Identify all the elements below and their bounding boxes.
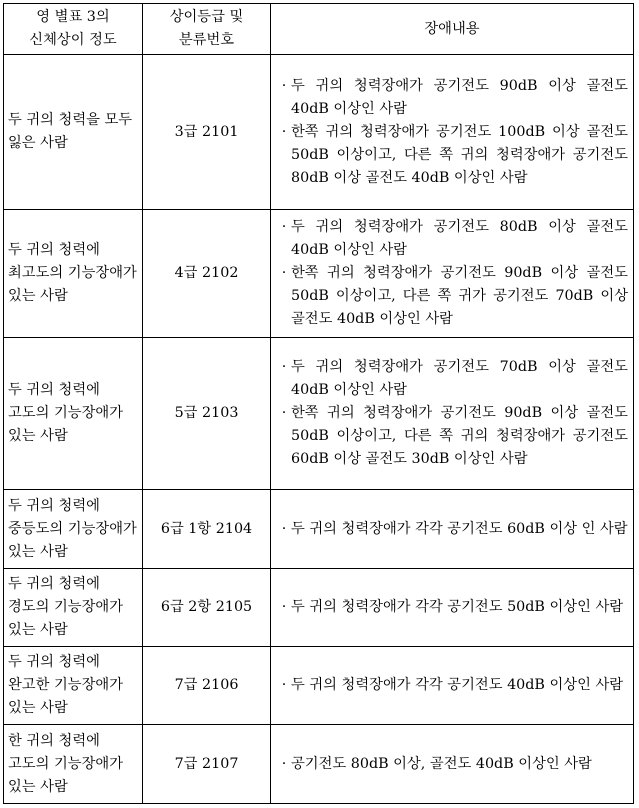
grade-cell: 6급 1항 2104: [143, 490, 271, 569]
grade-cell: 7급 2107: [143, 725, 271, 804]
condition-cell: 두 귀의 청력에 경도의 기능장애가 있는 사람: [4, 569, 143, 647]
description-item: [277, 596, 628, 619]
grade-cell: 3급 2101: [143, 55, 271, 210]
header-condition: 영 별표 3의 신체상이 정도: [4, 4, 143, 55]
grade-cell: 4급 2102: [143, 210, 271, 338]
bullet-icon: ·: [281, 520, 287, 537]
bullet-icon: ·: [281, 265, 287, 281]
description-item: [277, 262, 628, 331]
bullet-icon: ·: [281, 219, 287, 235]
table-header-row: [4, 4, 634, 55]
header-grade: 상이등급 및 분류번호: [143, 4, 271, 55]
description-item: [277, 75, 628, 121]
description-text: 한쪽 귀의 청력장애가 공기전도 90dB 이상 골전도 50dB 이상이고, 다른 쪽 귀가 공기전도 70dB 이상 골전도 40dB 이상인 사람: [291, 265, 628, 327]
condition-cell: 두 귀의 청력을 모두 잃은 사람: [4, 55, 143, 210]
table-row: [4, 647, 634, 725]
description-cell: [271, 647, 634, 725]
bullet-icon: ·: [281, 599, 287, 615]
description-item: [277, 674, 628, 697]
description-item: [277, 356, 628, 402]
bullet-icon: ·: [281, 359, 287, 375]
header-description: 장애내용: [271, 4, 634, 55]
description-cell: [271, 338, 634, 490]
description-text: 두 귀의 청력장애가 공기전도 90dB 이상 골전도 40dB 이상인 사람: [291, 77, 628, 117]
description-cell: [271, 725, 634, 804]
grade-cell: 6급 2항 2105: [143, 569, 271, 647]
bullet-icon: ·: [281, 77, 287, 94]
table-row: [4, 55, 634, 210]
table-body: [4, 55, 634, 804]
bullet-icon: ·: [281, 123, 287, 140]
condition-cell: 한 귀의 청력에 고도의 기능장애가 있는 사람: [4, 725, 143, 804]
grade-cell: 7급 2106: [143, 647, 271, 725]
description-item: [277, 402, 628, 471]
bullet-icon: ·: [281, 405, 287, 421]
description-text: 두 귀의 청력장애가 각각 공기전도 60dB 이상 인 사람: [291, 520, 628, 537]
bullet-icon: ·: [281, 677, 287, 693]
description-item: [277, 216, 628, 262]
condition-cell: 두 귀의 청력에 최고도의 기능장애가 있는 사람: [4, 210, 143, 338]
description-text: 두 귀의 청력장애가 공기전도 80dB 이상 골전도 40dB 이상인 사람: [291, 219, 628, 258]
condition-cell: 두 귀의 청력에 고도의 기능장애가 있는 사람: [4, 338, 143, 490]
condition-cell: 두 귀의 청력에 중등도의 기능장애가 있는 사람: [4, 490, 143, 569]
table-row: [4, 338, 634, 490]
description-text: 공기전도 80dB 이상, 골전도 40dB 이상인 사람: [291, 755, 592, 772]
table-row: [4, 490, 634, 569]
description-text: 두 귀의 청력장애가 각각 공기전도 50dB 이상인 사람: [291, 599, 624, 615]
description-cell: [271, 490, 634, 569]
description-item: [277, 121, 628, 190]
table-row: [4, 569, 634, 647]
table-row: [4, 725, 634, 804]
description-text: 두 귀의 청력장애가 공기전도 70dB 이상 골전도 40dB 이상인 사람: [291, 359, 628, 398]
description-text: 한쪽 귀의 청력장애가 공기전도 100dB 이상 골전도 50dB 이상이고, 다른 쪽 귀의 청력장애가 공기전도 80dB 이상 골전도 40dB 이상인 사람: [291, 123, 628, 186]
description-cell: [271, 55, 634, 210]
description-text: 두 귀의 청력장애가 각각 공기전도 40dB 이상인 사람: [291, 677, 624, 693]
description-item: [277, 518, 628, 541]
hearing-disability-table: [3, 3, 634, 804]
description-item: [277, 753, 628, 776]
table-row: [4, 210, 634, 338]
description-cell: [271, 210, 634, 338]
grade-cell: 5급 2103: [143, 338, 271, 490]
bullet-icon: ·: [281, 755, 287, 772]
condition-cell: 두 귀의 청력에 완고한 기능장애가 있는 사람: [4, 647, 143, 725]
description-text: 한쪽 귀의 청력장애가 공기전도 90dB 이상 골전도 50dB 이상이고, 다른 쪽 귀의 청력장애가 공기전도 60dB 이상 골전도 30dB 이상인 사람: [291, 405, 628, 467]
description-cell: [271, 569, 634, 647]
